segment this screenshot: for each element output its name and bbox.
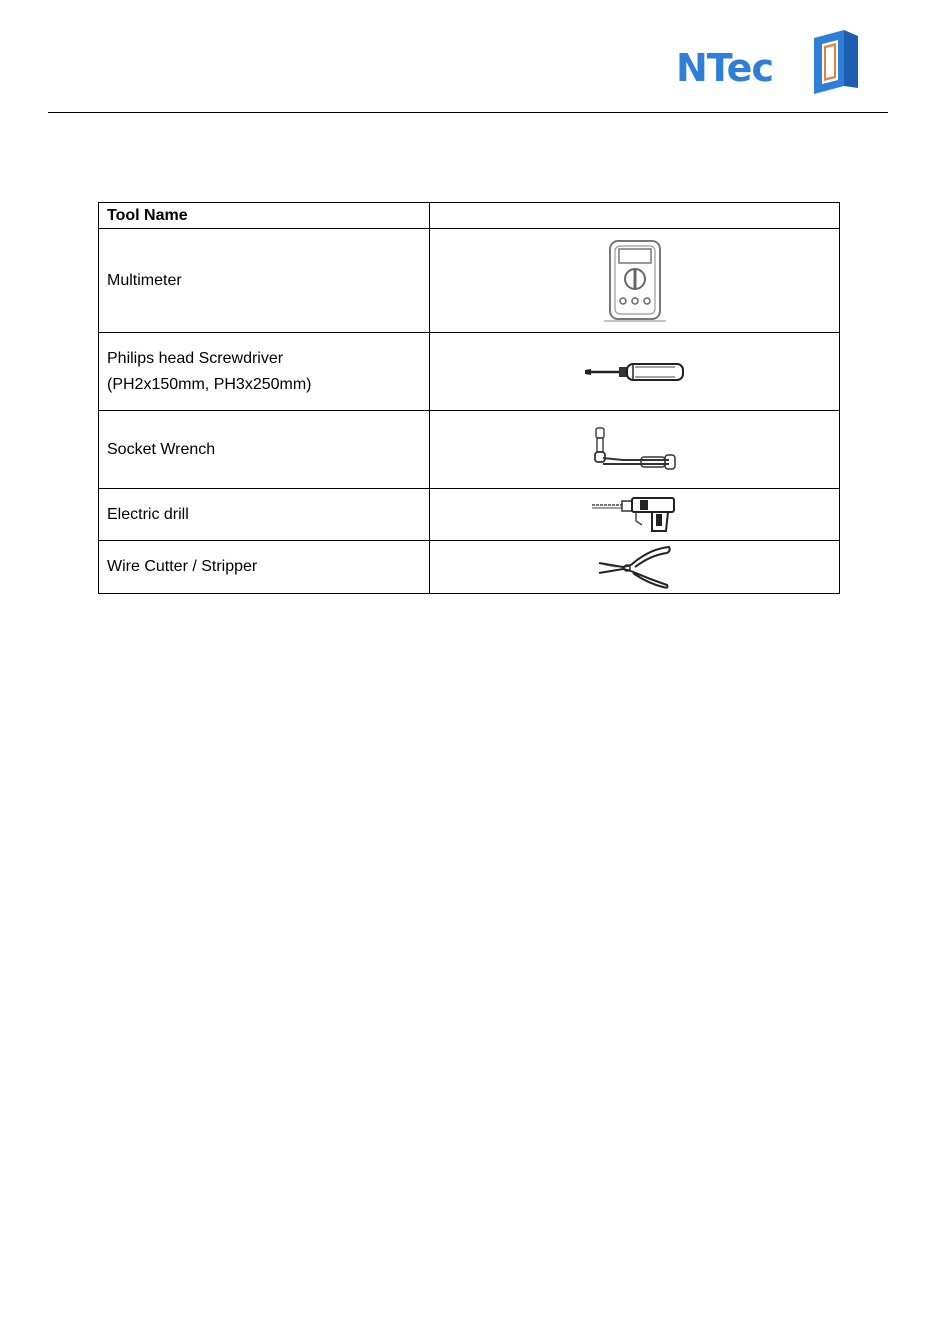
tool-size-spec: (PH2x150mm, PH3x250mm) [107,375,312,393]
tool-name: Socket Wrench [107,440,216,458]
tool-name-cell [99,489,430,541]
electric-drill-icon [592,495,678,535]
tool-name-cell [99,411,430,489]
logo-mark-icon [814,30,858,94]
brand-logo [676,30,866,96]
column-header-tool-name: Tool Name [99,203,430,229]
multimeter-icon [604,239,666,323]
tools-table [98,202,840,594]
table-row [99,333,840,411]
table-header-row [99,203,840,229]
tool-image-cell [430,333,840,411]
tool-name: Electric drill [107,505,189,523]
header-divider [48,112,888,113]
tool-name-cell [99,229,430,333]
wire-stripper-icon [597,545,673,589]
table-row [99,411,840,489]
tool-image-cell [430,541,840,594]
tool-image-cell [430,411,840,489]
socket-wrench-icon [593,426,677,474]
tool-name: Philips head Screwdriver [107,349,284,367]
table-row [99,541,840,594]
tool-image-cell [430,489,840,541]
tool-image-cell [430,229,840,333]
table-row [99,489,840,541]
tool-name: Wire Cutter / Stripper [107,558,258,575]
tool-name-cell [99,541,430,594]
column-header-image [430,203,840,229]
tool-name: Multimeter [107,271,182,289]
screwdriver-icon [585,360,685,384]
table-row [99,229,840,333]
logo-text: NTec [676,46,773,90]
tool-name-cell [99,333,430,411]
